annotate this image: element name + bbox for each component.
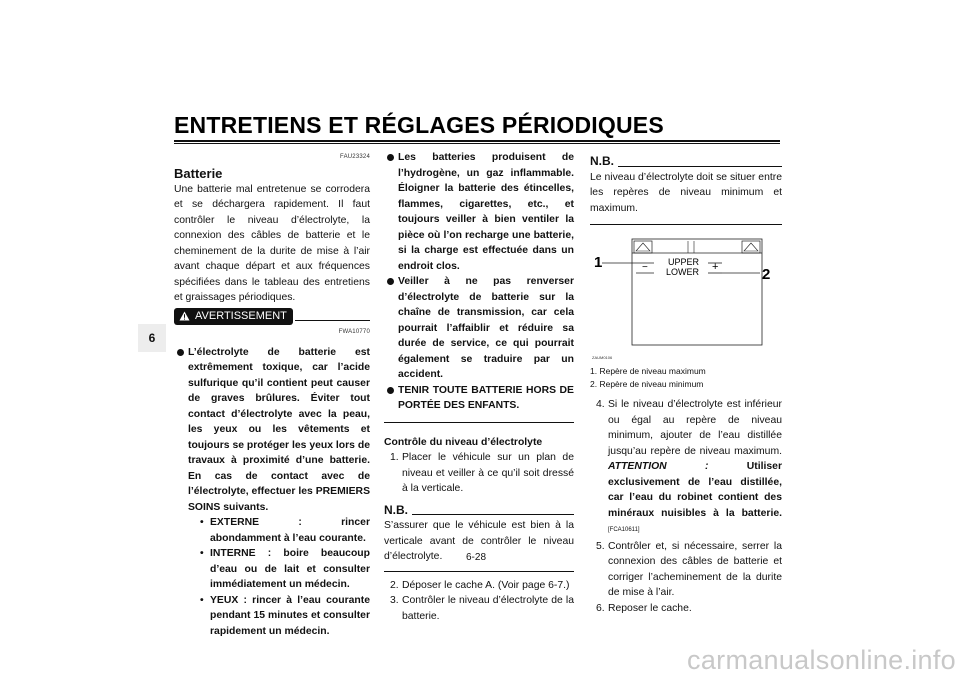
list-item bbox=[384, 593, 574, 624]
nb-rule bbox=[412, 514, 574, 515]
subsection-heading: Contrôle du niveau d’électrolyte bbox=[384, 436, 543, 448]
upper-label: UPPER bbox=[668, 257, 700, 267]
step-text: Si le niveau d’électrolyte est inférieur ou égal au repère de niveau minimum, ajouter de l’eau distillée jusqu’au repère de niveau maximum. bbox=[608, 399, 782, 457]
list-item bbox=[384, 450, 574, 497]
warning-ref-code: FWA10770 bbox=[338, 329, 370, 335]
list-item bbox=[590, 539, 782, 601]
attention-ref: [FCA10611] bbox=[608, 527, 640, 533]
figure-code: ZAUM0106 bbox=[592, 355, 613, 360]
page-number: 6-28 bbox=[466, 552, 487, 563]
first-aid-list bbox=[188, 515, 370, 639]
nb-text: Le niveau d’électrolyte doit se situer entre les repères de niveau minimum et maximum. bbox=[590, 171, 782, 214]
list-item: • EXTERNE : rincer abondamment à l’eau courante. bbox=[210, 515, 370, 546]
step-number: 3. bbox=[390, 595, 399, 606]
section-heading: Batterie bbox=[174, 165, 223, 181]
step-number: 6. bbox=[596, 602, 605, 614]
column-1 bbox=[174, 150, 370, 639]
nb-label: N.B. bbox=[590, 154, 614, 168]
callout-1: 1 bbox=[594, 254, 603, 271]
divider bbox=[384, 422, 574, 423]
watermark: carmanualsonline.info bbox=[687, 645, 956, 675]
list-item bbox=[384, 578, 574, 594]
legend-item: 2. Repère de niveau minimum bbox=[590, 379, 704, 389]
nb-rule bbox=[618, 166, 782, 167]
legend-item: 1. Repère de niveau maximum bbox=[590, 366, 706, 376]
step-number: 1. bbox=[390, 452, 399, 463]
list-item: • INTERNE : boire beaucoup d’eau ou de lait et consulter immédiatement un médecin. bbox=[210, 546, 370, 593]
callout-2: 2 bbox=[762, 266, 771, 283]
nb-label: N.B. bbox=[384, 502, 408, 517]
step-number: 4. bbox=[596, 399, 605, 410]
attention-label: ATTENTION : bbox=[608, 461, 709, 472]
step-text: Placer le véhicule sur un plan de niveau et veiller à ce qu’il soit dressé à la verticale. bbox=[402, 452, 574, 494]
intro-paragraph: Une batterie mal entretenue se corrodera et se déchargera rapidement. Il faut contrôler le niveau d’électrolyte, la connexion des câbles de batterie et le cheminement de la durite de mise à l’air avant chaque départ et aux fréquences spécifiées dans le tableau des entretiens et graissages périodiques. bbox=[174, 183, 370, 303]
list-item: TENIR TOUTE BATTERIE HORS DE PORTÉE DES ENFANTS. bbox=[384, 383, 574, 414]
step-number: 2. bbox=[390, 579, 399, 591]
battery-illustration bbox=[590, 233, 782, 363]
list-item bbox=[590, 601, 782, 617]
battery-diagram bbox=[590, 233, 782, 363]
warning-triangle-icon bbox=[179, 311, 190, 321]
warning-header bbox=[174, 308, 370, 326]
warning-badge bbox=[174, 308, 293, 326]
plus-sign: + bbox=[712, 261, 719, 273]
nb-header bbox=[590, 154, 782, 170]
warning-list-continued bbox=[384, 150, 574, 414]
list-item: Les batteries produisent de l’hydrogène, un gaz inflammable. Éloigner la batterie des étincelles, flammes, cigarettes, etc., et toujours veiller à bien ventiler la pièce où l’on recharge une batterie, si la charge est effectuée dans un endroit clos. bbox=[384, 150, 574, 274]
divider bbox=[384, 571, 574, 572]
list-item bbox=[174, 345, 370, 640]
list-item: • YEUX : rincer à l’eau courante pendant 15 minutes et consulter rapidement un médecin. bbox=[210, 593, 370, 640]
list-item bbox=[590, 397, 782, 539]
steps-list bbox=[384, 450, 574, 497]
title-rule-thin bbox=[174, 143, 780, 144]
chapter-tab: 6 bbox=[138, 324, 166, 352]
nb-text: S’assurer que le véhicule est bien à la verticale avant de contrôler le niveau d’électrolyte. bbox=[384, 520, 574, 562]
warning-rule bbox=[295, 320, 370, 321]
bullet-text: L’électrolyte de batterie est extrêmement toxique, car l’acide sulfurique qu’il contient peut causer de graves brûlures. Éviter tout contact d’électrolyte avec la peau, les yeux ou les vêtements et toujours se protéger les yeux lors de travaux à proximité d’une batterie. En cas de contact avec de l’électrolyte, effectuer les PREMIERS SOINS suivants. bbox=[188, 346, 370, 513]
nb-header bbox=[384, 503, 574, 519]
step-text: Reposer le cache. bbox=[608, 602, 692, 614]
title-rule bbox=[174, 140, 780, 142]
minus-sign: − bbox=[642, 262, 648, 273]
step-text: Contrôler le niveau d’électrolyte de la batterie. bbox=[402, 595, 574, 622]
step-text: Déposer le cache A. (Voir page 6-7.) bbox=[402, 579, 570, 591]
warning-label: AVERTISSEMENT bbox=[195, 309, 287, 322]
ref-code: FAU23324 bbox=[340, 154, 370, 160]
lower-label: LOWER bbox=[666, 267, 700, 277]
step-number: 5. bbox=[596, 540, 605, 552]
column-3 bbox=[590, 150, 782, 616]
diagram-legend bbox=[590, 365, 782, 391]
warning-list bbox=[174, 345, 370, 640]
attention-text: Utiliser exclusivement de l’eau distillée, car l’eau du robinet contient des minéraux nuisibles à la batterie. bbox=[608, 461, 782, 519]
steps-list bbox=[590, 397, 782, 616]
list-item: Veiller à ne pas renverser d’électrolyte de batterie sur la chaîne de transmission, car cela pourrait l’affaiblir et réduire sa durée de service, ce qui pourrait également se traduire par un accident. bbox=[384, 274, 574, 383]
step-text: Contrôler et, si nécessaire, serrer la connexion des câbles de batterie et corriger l’acheminement de la durite de mise à l’air. bbox=[608, 540, 782, 598]
page-title: ENTRETIENS ET RÉGLAGES PÉRIODIQUES bbox=[174, 112, 664, 138]
steps-list bbox=[384, 578, 574, 625]
divider bbox=[590, 224, 782, 225]
